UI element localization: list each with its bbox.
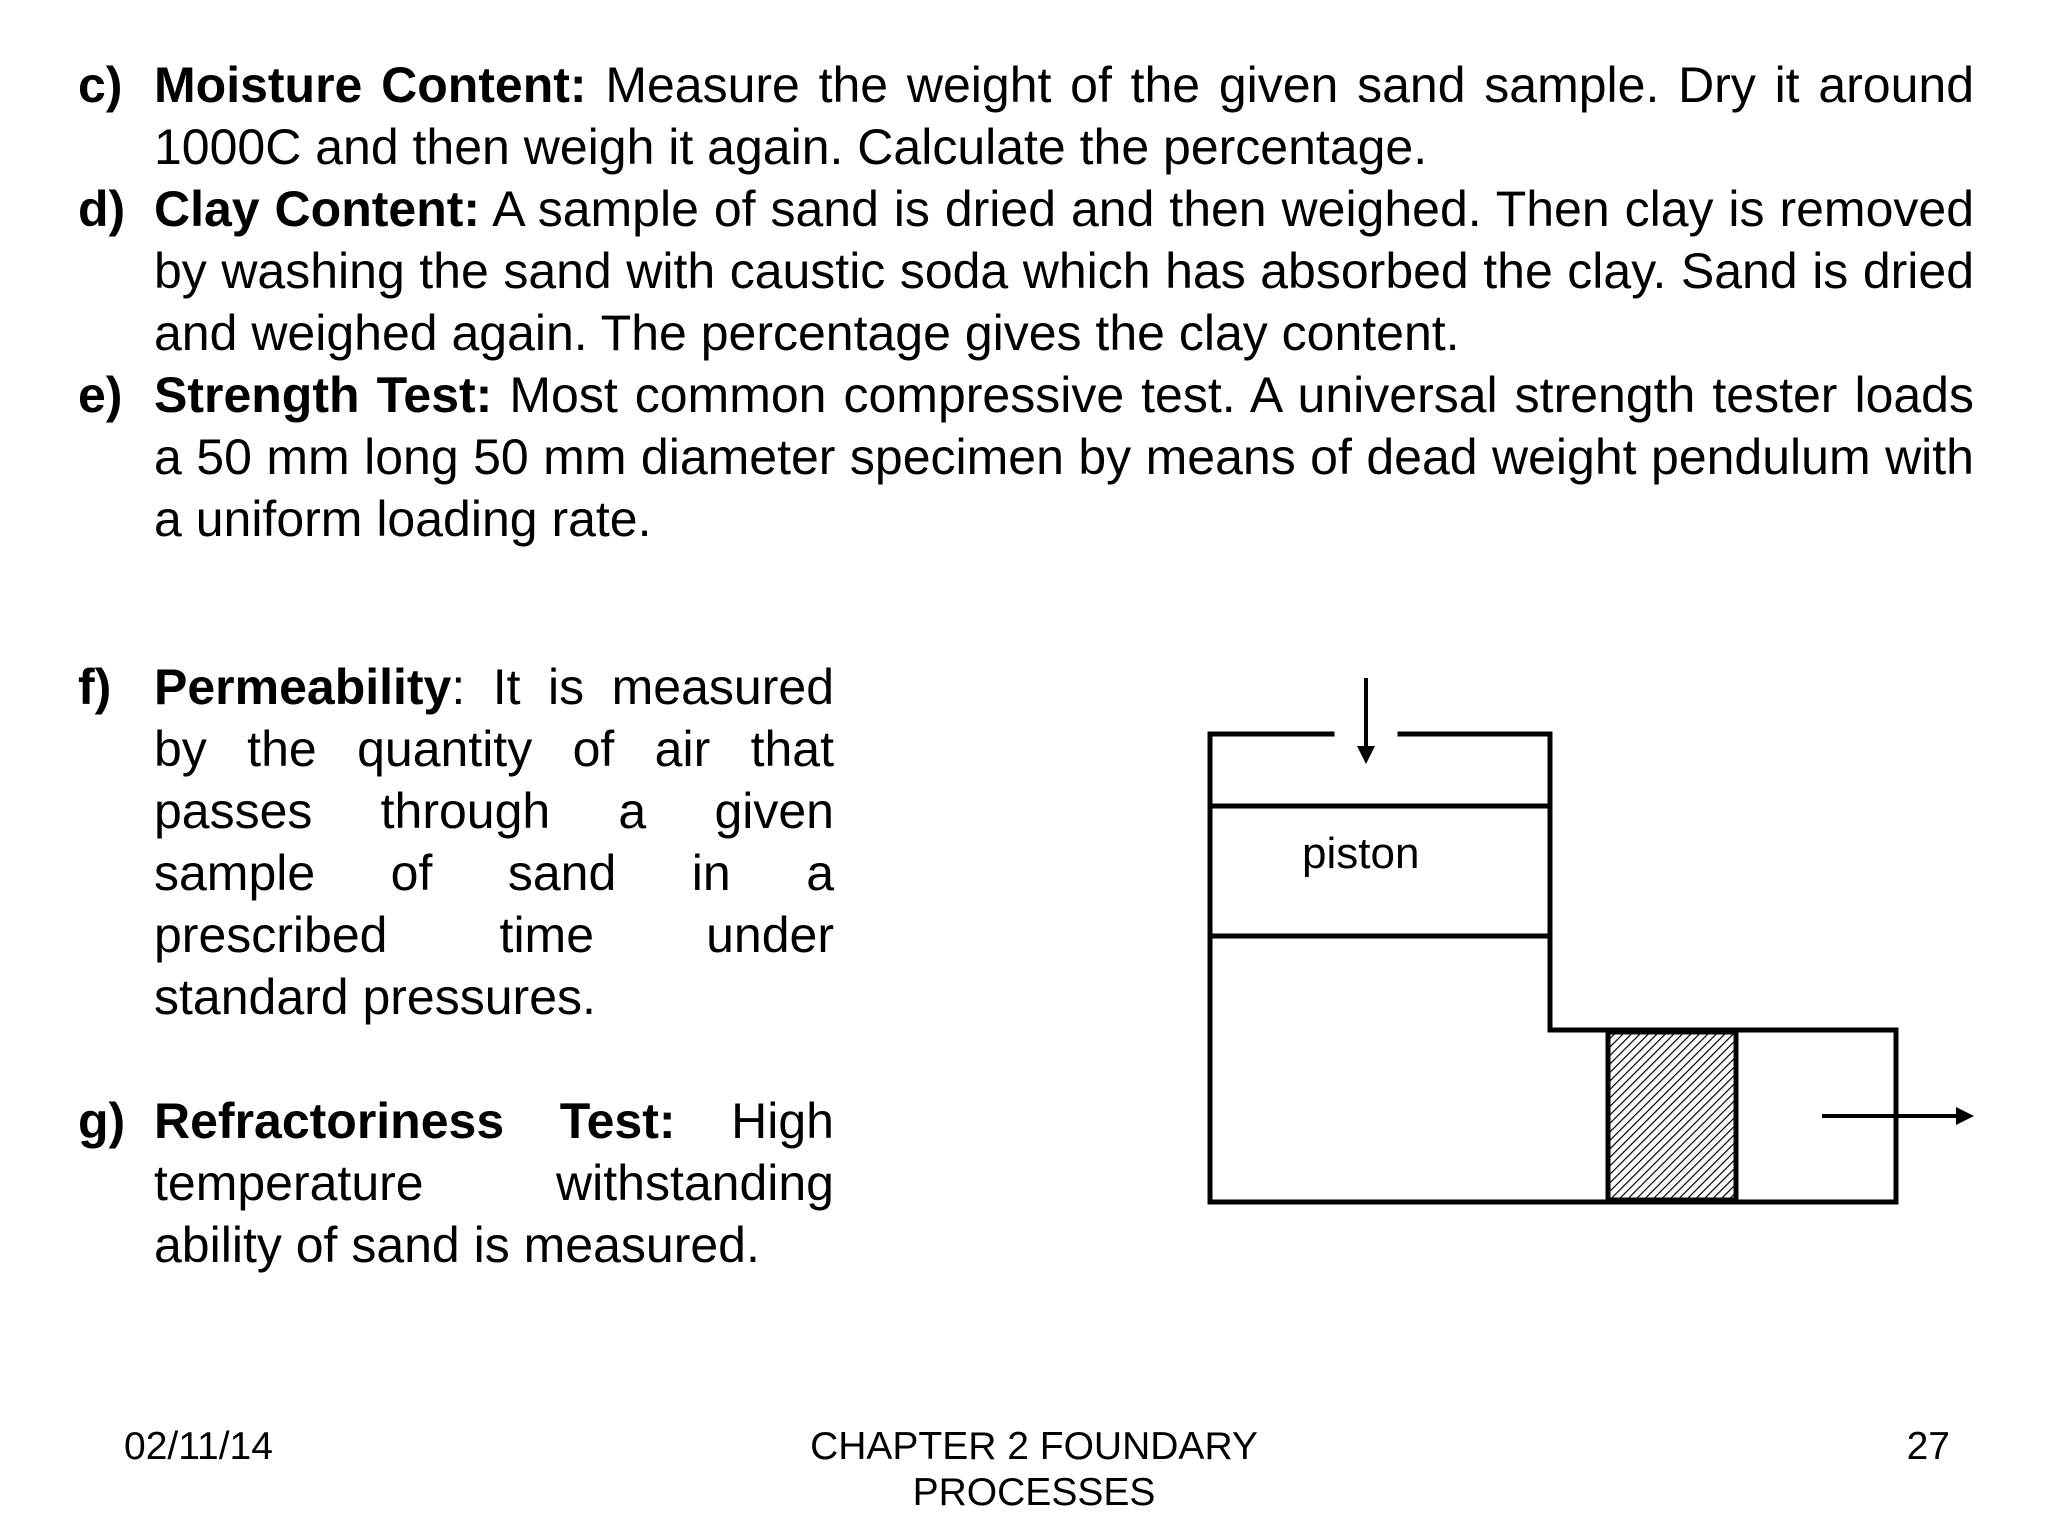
piston-label: piston xyxy=(1302,829,1420,878)
diagram-svg xyxy=(1190,660,1990,1220)
item-text: High temperature withstanding ability of sand is measured. xyxy=(154,1093,834,1273)
item-marker: g) xyxy=(78,1093,126,1149)
item-text: Measure the weight of the given sand sample. Dry it around 1000C and then weigh it again. Calculate the percentage. xyxy=(154,57,1975,175)
inlet-arrow-head-icon xyxy=(1357,746,1375,764)
item-term: Permeability xyxy=(154,659,452,715)
item-term: Strength Test: xyxy=(154,367,493,423)
test-list-top xyxy=(78,54,1974,550)
item-strength-test xyxy=(78,364,1974,550)
item-marker: d) xyxy=(78,181,126,237)
item-marker: e) xyxy=(78,367,123,423)
footer-title: CHAPTER 2 FOUNDARY PROCESSES xyxy=(810,1425,1258,1514)
item-refractoriness-test xyxy=(78,1090,834,1276)
test-list-left xyxy=(78,656,834,1276)
item-marker: c) xyxy=(78,57,123,113)
footer-date: 02/11/14 xyxy=(124,1425,273,1468)
item-term: Clay Content: xyxy=(154,181,481,237)
sand-specimen xyxy=(1608,1032,1736,1200)
item-permeability xyxy=(78,656,834,1028)
permeability-apparatus-diagram xyxy=(1190,660,1990,1220)
item-text: A sample of sand is dried and then weighed. Then clay is removed by washing the sand with caustic soda which has absorbed the clay. Sand is dried and weighed again. The percentage gives the clay content. xyxy=(154,181,1974,361)
item-term: Moisture Content: xyxy=(154,57,587,113)
item-clay-content xyxy=(78,178,1974,364)
item-moisture-content xyxy=(78,54,1974,178)
page-number: 27 xyxy=(1906,1425,1950,1468)
spacer xyxy=(78,1028,834,1090)
item-marker: f) xyxy=(78,659,112,715)
item-term: Refractoriness Test: xyxy=(154,1093,676,1149)
outlet-arrow-head-icon xyxy=(1956,1107,1974,1125)
item-text: : It is measured by the quantity of air that passes through a given sample of sand in a prescribed time under standard pressures. xyxy=(154,659,834,1025)
item-text: Most common compressive test. A universal strength tester loads a 50 mm long 50 mm diameter specimen by means of dead weight pendulum with a uniform loading rate. xyxy=(154,367,1974,547)
